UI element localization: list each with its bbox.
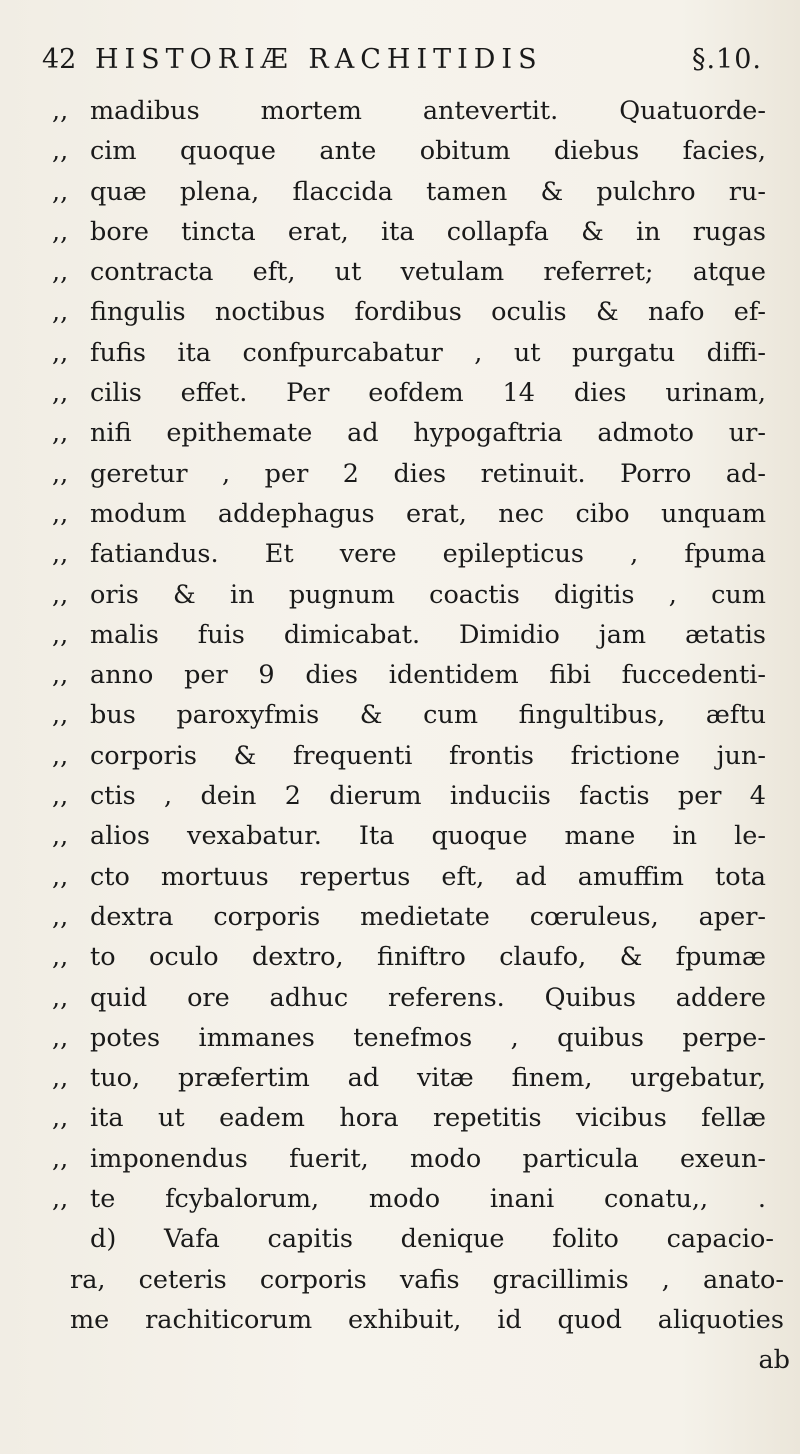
quote-mark: ,, bbox=[52, 378, 69, 409]
text-line bbox=[52, 736, 772, 776]
quote-mark: ,, bbox=[52, 216, 69, 247]
text-line bbox=[52, 131, 772, 171]
text-line bbox=[52, 333, 772, 373]
line-text: madibus mortem antevertit. Quatuorde- bbox=[90, 96, 766, 126]
quote-mark: ,, bbox=[52, 297, 69, 328]
text-line bbox=[52, 1098, 772, 1138]
paragraph-d bbox=[52, 1219, 790, 1380]
quote-mark: ,, bbox=[52, 96, 69, 126]
text-line bbox=[52, 655, 772, 695]
quote-mark: ,, bbox=[52, 740, 69, 771]
text-line bbox=[52, 816, 772, 856]
text-line bbox=[52, 1219, 772, 1259]
line-text: fatiandus. Et vere epilepticus , fpuma bbox=[90, 539, 766, 570]
quote-mark: ,, bbox=[52, 1103, 69, 1134]
line-text: te fcybalorum, modo inani conatu,, . bbox=[90, 1184, 766, 1215]
quote-mark: ,, bbox=[52, 257, 69, 288]
line-text: me rachiticorum exhibuit, id quod aliquoties bbox=[70, 1304, 784, 1335]
line-text: modum addephagus erat, nec cibo unquam bbox=[90, 498, 766, 529]
quote-mark: ,, bbox=[52, 861, 69, 892]
line-text: dextra corporis medietate cœruleus, aper- bbox=[90, 901, 766, 932]
text-line bbox=[52, 1018, 772, 1058]
quote-mark: ,, bbox=[52, 660, 69, 691]
quote-mark: ,, bbox=[52, 1143, 69, 1174]
quote-mark: ,, bbox=[52, 942, 69, 973]
line-text: oris & in pugnum coactis digitis , cum bbox=[90, 579, 766, 610]
line-text: contracta eft, ut vetulam referret; atque bbox=[90, 257, 766, 288]
quote-mark: ,, bbox=[52, 982, 69, 1013]
page-number: 42 bbox=[42, 44, 77, 75]
line-text: potes immanes tenefmos , quibus perpe- bbox=[90, 1022, 766, 1053]
quote-mark: ,, bbox=[52, 539, 69, 570]
line-text: corporis & frequenti frontis frictione jun- bbox=[90, 740, 766, 771]
text-line bbox=[52, 212, 772, 252]
text-line bbox=[52, 454, 772, 494]
line-text: geretur , per 2 dies retinuit. Porro ad- bbox=[90, 458, 766, 489]
running-title: HISTORIÆ RACHITIDIS bbox=[94, 44, 543, 75]
text-line bbox=[52, 1300, 784, 1340]
text-line bbox=[52, 776, 772, 816]
text-line bbox=[52, 857, 772, 897]
line-text: ab bbox=[758, 1345, 790, 1376]
quote-mark: ,, bbox=[52, 1184, 69, 1215]
quote-mark: ,, bbox=[52, 418, 69, 449]
text-line bbox=[52, 534, 772, 574]
quote-mark: ,, bbox=[52, 781, 69, 812]
quote-mark: ,, bbox=[52, 337, 69, 368]
quote-mark: ,, bbox=[52, 498, 69, 529]
section-number: §.10. bbox=[691, 44, 762, 75]
line-text: bus paroxyfmis & cum fingultibus, æftu bbox=[90, 700, 766, 731]
line-text: ctis , dein 2 dierum induciis factis per 4 bbox=[90, 781, 766, 812]
quote-mark: ,, bbox=[52, 700, 69, 731]
quote-mark: ,, bbox=[52, 579, 69, 610]
text-line bbox=[52, 897, 772, 937]
line-text: to oculo dextro, finiftro claufo, & fpumæ bbox=[90, 942, 766, 973]
quote-mark: ,, bbox=[52, 1022, 69, 1053]
text-line bbox=[52, 1179, 772, 1219]
text-line bbox=[52, 413, 772, 453]
quote-mark: ,, bbox=[52, 458, 69, 489]
text-line bbox=[52, 978, 772, 1018]
line-text: anno per 9 dies identidem fibi fuccedenti- bbox=[90, 660, 766, 691]
line-text: ita ut eadem hora repetitis vicibus fellæ bbox=[90, 1103, 766, 1134]
line-text: d) Vafa capitis denique folito capacio- bbox=[90, 1224, 774, 1255]
line-text: cim quoque ante obitum diebus facies, bbox=[90, 136, 766, 167]
line-text: quæ plena, flaccida tamen & pulchro ru- bbox=[90, 176, 766, 207]
text-line bbox=[52, 1139, 772, 1179]
text-line bbox=[52, 695, 772, 735]
quote-mark: ,, bbox=[52, 901, 69, 932]
text-line bbox=[52, 292, 772, 332]
text-line bbox=[52, 494, 772, 534]
line-text: alios vexabatur. Ita quoque mane in le- bbox=[90, 821, 766, 852]
quote-mark: ,, bbox=[52, 1063, 69, 1094]
text-line bbox=[52, 937, 772, 977]
line-text: tuo, præfertim ad vitæ finem, urgebatur, bbox=[90, 1063, 766, 1094]
text-line bbox=[52, 575, 772, 615]
line-text: bore tincta erat, ita collapfa & in rugas bbox=[90, 216, 766, 247]
text-line bbox=[52, 91, 772, 131]
line-text: fufis ita confpurcabatur , ut purgatu diffi- bbox=[90, 337, 766, 368]
quote-mark: ,, bbox=[52, 136, 69, 167]
line-text: imponendus fuerit, modo particula exeun- bbox=[90, 1143, 766, 1174]
text-line bbox=[52, 1058, 772, 1098]
body-text bbox=[52, 91, 790, 1381]
quoted-passage bbox=[52, 91, 772, 1219]
text-line bbox=[52, 615, 772, 655]
text-line bbox=[52, 373, 772, 413]
text-line bbox=[52, 172, 772, 212]
line-text: nifi epithemate ad hypogaftria admoto ur- bbox=[90, 418, 766, 449]
text-line bbox=[52, 1340, 790, 1380]
text-line bbox=[52, 1260, 784, 1300]
line-text: cilis effet. Per eofdem 14 dies urinam, bbox=[90, 378, 766, 409]
text-line bbox=[52, 252, 772, 292]
line-text: quid ore adhuc referens. Quibus addere bbox=[90, 982, 766, 1013]
running-head bbox=[42, 44, 762, 76]
line-text: cto mortuus repertus eft, ad amuffim tota bbox=[90, 861, 766, 892]
line-text: ra, ceteris corporis vafis gracillimis , anato- bbox=[70, 1264, 784, 1295]
line-text: malis fuis dimicabat. Dimidio jam ætatis bbox=[90, 619, 766, 650]
quote-mark: ,, bbox=[52, 176, 69, 207]
quote-mark: ,, bbox=[52, 619, 69, 650]
line-text: fingulis noctibus fordibus oculis & nafo ef- bbox=[90, 297, 766, 328]
quote-mark: ,, bbox=[52, 821, 69, 852]
